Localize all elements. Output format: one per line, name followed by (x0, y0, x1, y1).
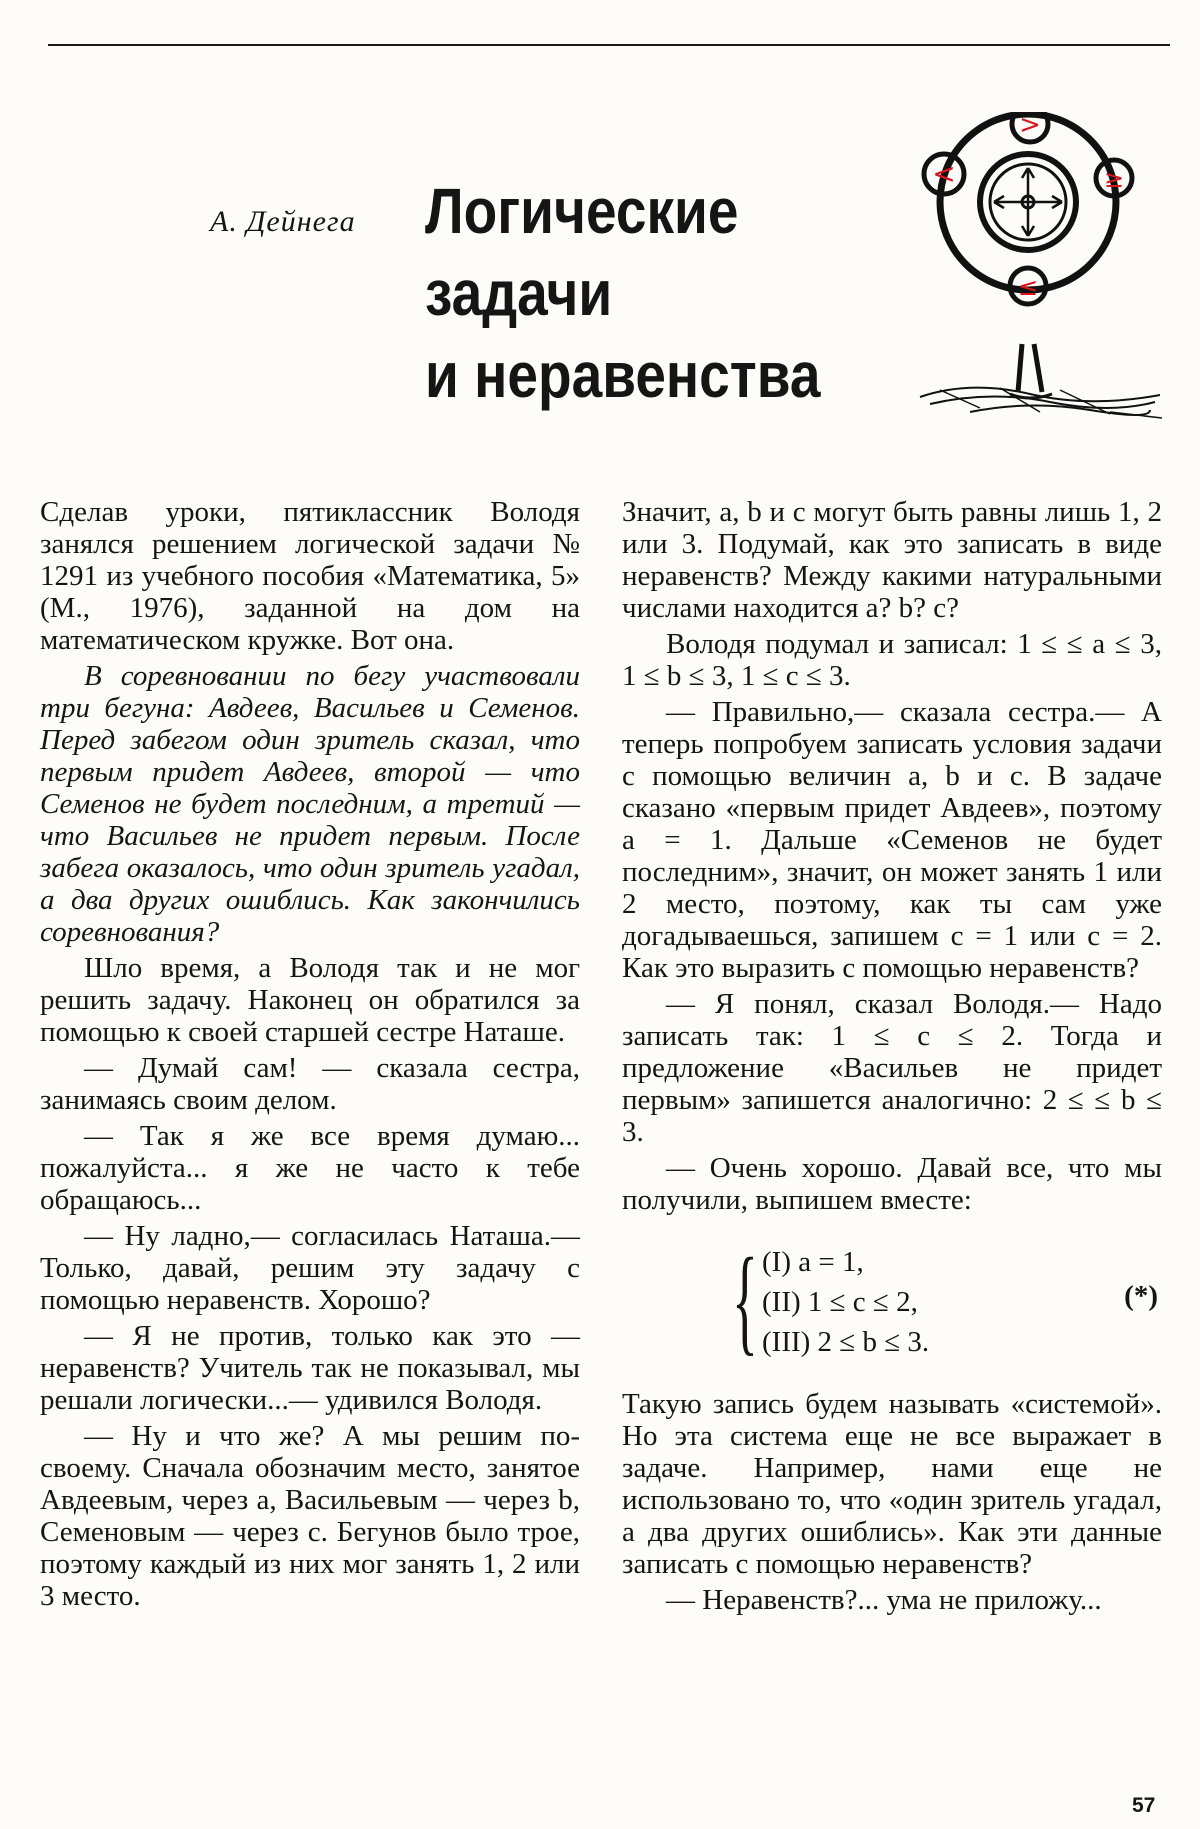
equation: (I) a = 1, (762, 1246, 864, 1278)
system-brace: { (732, 1233, 758, 1366)
less-equal-symbol: ≤ (1017, 273, 1039, 301)
equation: (II) 1 ≤ c ≤ 2, (762, 1286, 918, 1318)
bubble-left (924, 154, 964, 194)
paragraph: Сделав уроки, пятиклассник Володя занялся решением логической задачи № 1291 из учебного пособия «Математика, 5» (М., 1976), заданной на дом на математическом кружке. Вот она. (40, 496, 580, 656)
inequality-system (622, 1233, 1162, 1366)
page-number: 57 (1132, 1794, 1156, 1817)
greater-equal-symbol: ≥ (1103, 165, 1125, 193)
top-rule (48, 44, 1170, 46)
title-line: Логические (425, 175, 739, 247)
paragraph: — Ну и что же? А мы решим по-своему. Сначала обозначим место, занятое Авдеевым, через a, Васильевым — через b, Семеновым — через c. Бегунов было трое, поэтому каждый из них мог занять 1, 2 или 3 место. (40, 1420, 580, 1612)
paragraph: — Очень хорошо. Давай все, что мы получили, выпишем вместе: (622, 1152, 1162, 1216)
paragraph: Володя подумал и записал: 1 ≤ ≤ a ≤ 3, 1 ≤ b ≤ 3, 1 ≤ c ≤ 3. (622, 628, 1162, 692)
stand-post (1018, 344, 1042, 392)
problem-statement: В соревновании по бегу участвовали три бегуна: Авдеев, Васильев и Семенов. Перед забегом один зритель сказал, что первым придет Авдеев, второй — что Семенов не будет последним, а третий — что Васильев не придет первым. После забега оказалось, что один зритель угадал, а два других ошиблись. Как закончились соревнования? (40, 660, 580, 948)
paragraph: Значит, a, b и c могут быть равны лишь 1, 2 или 3. Подумай, как это записать в виде неравенств? Между какими натуральными числами находится a? b? c? (622, 496, 1162, 624)
paragraph: — Думай сам! — сказала сестра, занимаясь своим делом. (40, 1052, 580, 1116)
compass-arrows (994, 168, 1062, 236)
paragraph: — Правильно,— сказала сестра.— А теперь попробуем записать условия задачи с помощью величин a, b и c. В задаче сказано «первым придет Авдеев», поэтому a = 1. Дальше «Семенов не будет последним», значит, он может занять 1 или 2 место, поэтому, как ты сам уже догадываешься, запишем c = 1 или c = 2. Как это выразить с помощью неравенств? (622, 696, 1162, 984)
left-column (40, 496, 580, 1616)
title-line: задачи (425, 257, 613, 329)
paragraph: Такую запись будем называть «системой». Но эта система еще не все выражает в задаче. Например, нами еще не использовано то, что «один зритель угадал, а два других ошиблись». Как эти данные записать с помощью неравенств? (622, 1388, 1162, 1580)
system-equations (762, 1242, 929, 1362)
paragraph: — Ну ладно,— согласилась Наташа.— Только, давай, решим эту задачу с помощью неравенств. Хорошо? (40, 1220, 580, 1316)
paragraph: Шло время, а Володя так и не мог решить задачу. Наконец он обратился за помощью к своей старшей сестре Наташе. (40, 952, 580, 1048)
compass-wheel-illustration (910, 112, 1165, 422)
author-name: А. Дейнега (210, 205, 356, 238)
paragraph: — Я понял, сказал Володя.— Надо записать так: 1 ≤ c ≤ 2. Тогда и предложение «Васильев не придет первым» запишется аналогично: 2 ≤ ≤ b ≤ 3. (622, 988, 1162, 1148)
greater-symbol: > (1019, 112, 1041, 140)
paragraph: — Так я же все время думаю... пожалуйста... я же не часто к тебе обращаюсь... (40, 1120, 580, 1216)
bubble-right (1096, 160, 1132, 196)
equation: (III) 2 ≤ b ≤ 3. (762, 1326, 930, 1358)
paragraph: — Я не против, только как это — неравенств? Учитель так не показывал, мы решали логически...— удивился Володя. (40, 1320, 580, 1416)
paragraph: — Неравенств?... ума не приложу... (666, 1584, 1102, 1616)
system-label: (*) (1124, 1280, 1158, 1312)
right-column (622, 496, 1162, 1620)
article-title (425, 170, 820, 416)
ground-shadow (920, 388, 1162, 418)
less-symbol: < (932, 157, 956, 190)
title-line: и неравенства (425, 339, 821, 411)
